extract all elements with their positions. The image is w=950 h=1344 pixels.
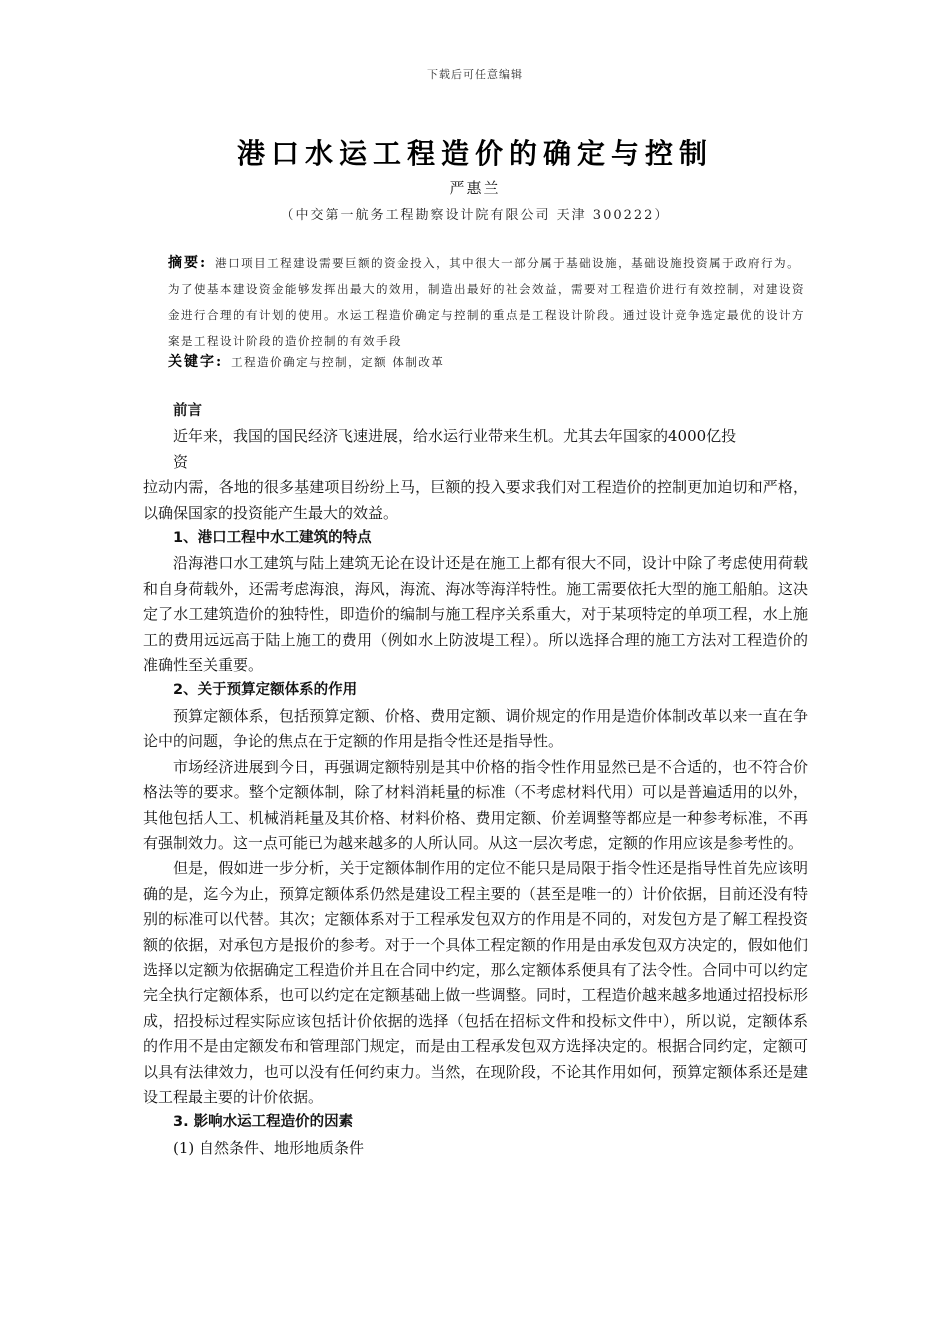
abstract-label: 摘要: xyxy=(168,255,208,271)
section-2-paragraph-1: 预算定额体系，包括预算定额、价格、费用定额、调价规定的作用是造价体制改革以来一直在争论中的问题，争论的焦点在于定额的作用是指令性还是指导性。 xyxy=(143,706,808,751)
section-2-heading: 2、关于预算定额体系的作用 xyxy=(173,682,358,699)
author: 严惠兰 xyxy=(449,179,501,197)
preface-paragraph: 拉动内需，各地的很多基建项目纷纷上马，巨额的投入要求我们对工程造价的控制更加迫切和严格，以确保国家的投资能产生最大的效益。 xyxy=(143,478,808,522)
abstract xyxy=(168,250,808,354)
abstract-text: 港口项目工程建设需要巨额的资金投入，其中很大一部分属于基础设施，基础设施投资属于政府行为。为了使基本建设资金能够发挥出最大的效用，制造出最好的社会效益，需要对工程造价进行有效控制，对建设资金进行合理的有计划的使用。水运工程造价确定与控制的重点是工程设计阶段。通过设计竞争选定最优的设计方案是工程设计阶段的造价控制的有效手段 xyxy=(168,256,805,348)
keywords-text: 工程造价确定与控制，定额 体制改革 xyxy=(231,355,445,369)
section-1-heading: 1、港口工程中水工建筑的特点 xyxy=(173,530,372,547)
affiliation: （中交第一航务工程勘察设计院有限公司 天津 300222） xyxy=(280,208,670,223)
section-2-paragraph-2: 市场经济进展到今日，再强调定额特别是其中价格的指令性作用显然已是不合适的，也不符合价格法等的要求。整个定额体制，除了材料消耗量的标准（不考虑材料代用）可以是普遍适用的以外，其他包括人工、机械消耗量及其价格、材料价格、费用定额、价差调整等都应是一种参考标准，不再有强制效力。这一点可能已为越来越多的人所认同。从这一层次考虑，定额的作用应该是参考性的。 xyxy=(143,757,808,852)
header-note: 下载后可任意编辑 xyxy=(427,68,523,81)
preface-heading: 前言 xyxy=(173,403,202,419)
preface-line-1: 近年来，我国的国民经济飞速进展，给水运行业带来生机。尤其去年国家的4000亿投 xyxy=(173,427,737,446)
preface-line-2: 资 xyxy=(173,452,189,471)
section-2-paragraph-3: 但是，假如进一步分析，关于定额体制作用的定位不能只是局限于指令性还是指导性首先应该明确的是，迄今为止，预算定额体系仍然是建设工程主要的（甚至是唯一的）计价依据，目前还没有特别的标准可以代替。其次；定额体系对于工程承发包双方的作用是不同的，对发包方是了解工程投资额的依据，对承包方是报价的参考。对于一个具体工程定额的作用是由承发包双方决定的，假如他们选择以定额为依据确定工程造价并且在合同中约定，那么定额体系便具有了法令性。合同中可以约定完全执行定额体系，也可以约定在定额基础上做一些调整。同时，工程造价越来越多地通过招投标形成，招投标过程实际应该包括计价依据的选择（包括在招标文件和投标文件中），所以说，定额体系的作用不是由定额发布和管理部门规定，而是由工程承发包双方选择决定的。根据合同约定，定额可以具有法律效力，也可以没有任何约束力。当然，在现阶段，不论其作用如何，预算定额体系还是建设工程最主要的计价依据。 xyxy=(143,859,808,1106)
document-title: 港口水运工程造价的确定与控制 xyxy=(236,137,713,170)
section-1-paragraph: 沿海港口水工建筑与陆上建筑无论在设计还是在施工上都有很大不同，设计中除了考虑使用荷载和自身荷载外，还需考虑海浪，海风，海流、海冰等海洋特性。施工需要依托大型的施工船舶。这决定了水工建筑造价的独特性，即造价的编制与施工程序关系重大，对于某项特定的单项工程，水上施工的费用远远高于陆上施工的费用（例如水上防波堤工程）。所以选择合理的施工方法对工程造价的准确性至关重要。 xyxy=(143,554,808,675)
keywords-label: 关键字: xyxy=(168,354,224,370)
keywords xyxy=(168,350,808,374)
section-3-subitem-1: (1) 自然条件、地形地质条件 xyxy=(173,1138,365,1157)
document-body xyxy=(143,399,808,1161)
section-3-heading: 3. 影响水运工程造价的因素 xyxy=(173,1114,354,1131)
